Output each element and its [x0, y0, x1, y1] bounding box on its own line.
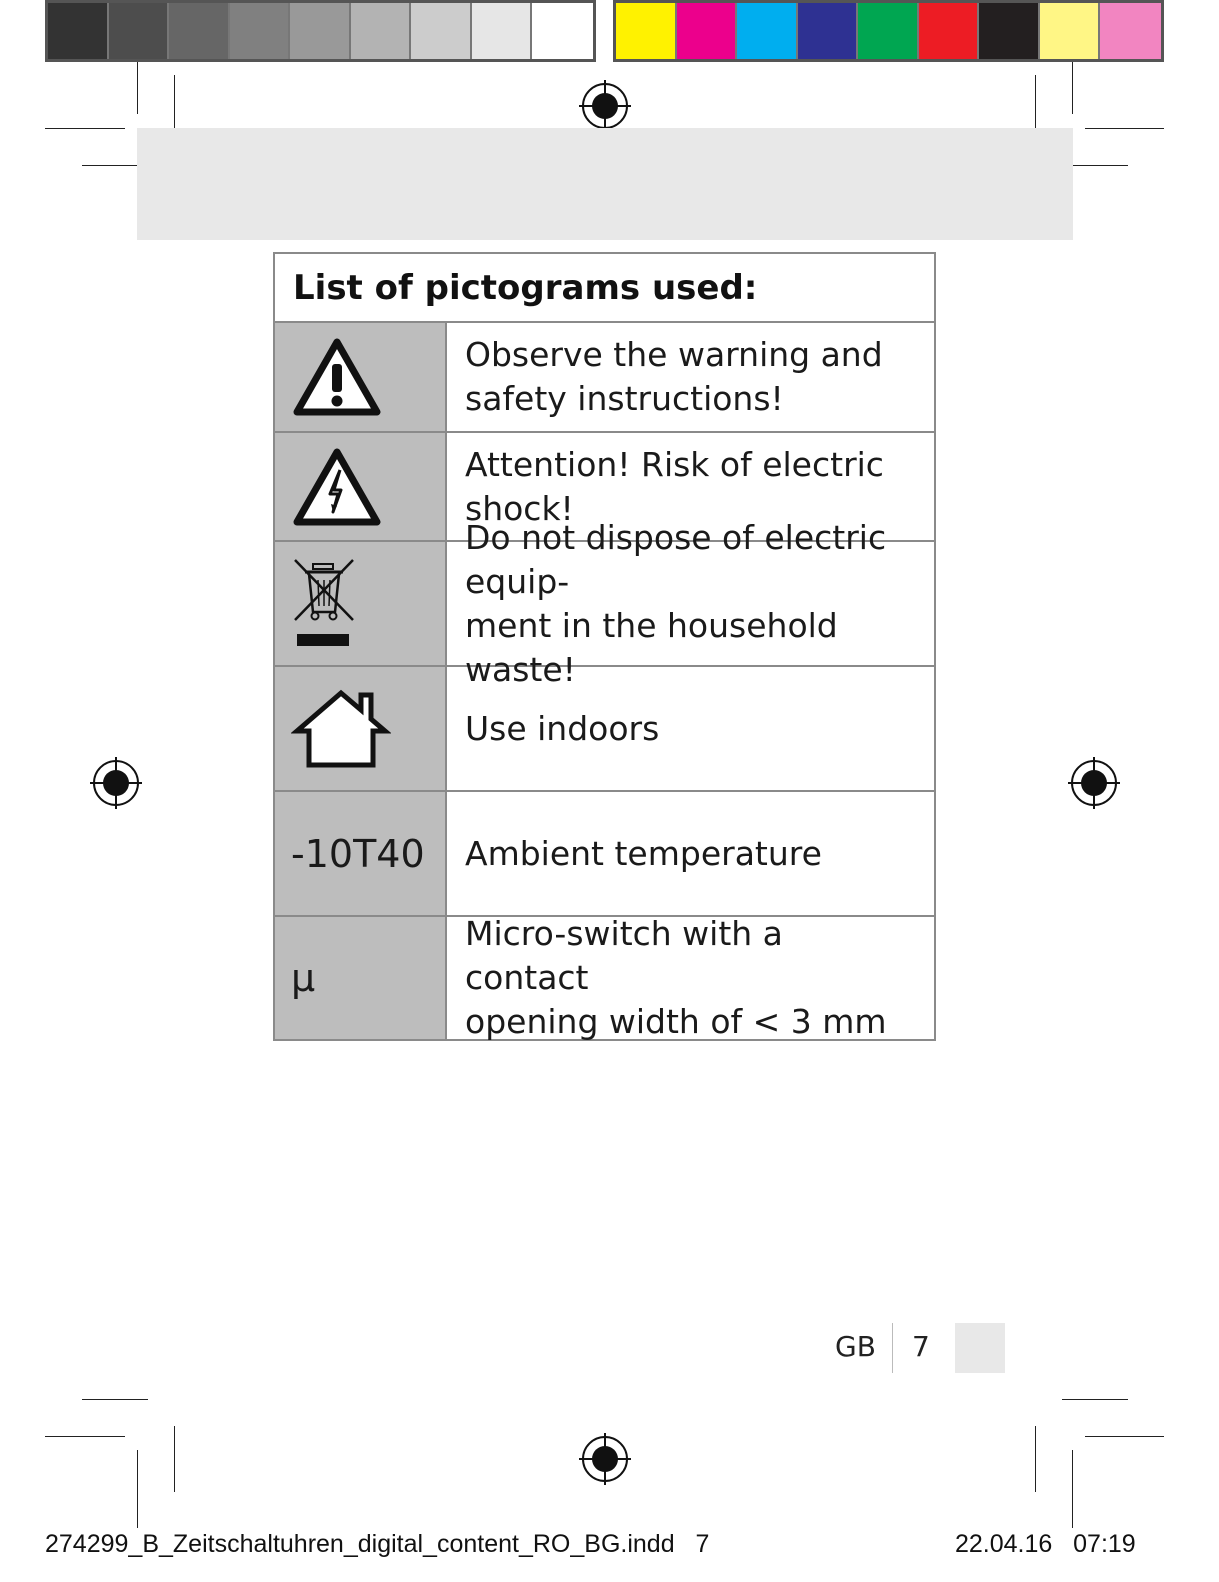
color-swatch: [411, 3, 472, 59]
crop-mark: [45, 1436, 125, 1437]
table-row: [275, 667, 934, 792]
house-icon: [291, 687, 391, 771]
color-swatch: [290, 3, 351, 59]
table-row: [275, 517, 934, 689]
crop-mark: [82, 1399, 148, 1400]
crop-mark: [1085, 1436, 1164, 1437]
color-swatch: [351, 3, 412, 59]
crop-mark: [1062, 1399, 1128, 1400]
color-swatch: [737, 3, 798, 59]
color-swatch: [858, 3, 919, 59]
slug-filename: 274299_B_Zeitschaltuhren_digital_content_RO_BG.indd 7: [45, 1530, 710, 1558]
pictogram-table: [273, 252, 936, 1041]
color-swatch: [677, 3, 738, 59]
footer-divider: [892, 1323, 893, 1373]
color-swatch: [472, 3, 533, 59]
warning-triangle-icon: [291, 336, 383, 418]
page-number: 7: [912, 1330, 930, 1363]
row-text: Micro-switch with a contact opening width of < 3 mm: [465, 914, 887, 1041]
crop-mark: [1072, 1450, 1073, 1528]
page-tab: [955, 1323, 1005, 1373]
row-text: Attention! Risk of electric shock!: [465, 444, 884, 528]
crop-mark: [137, 1450, 138, 1528]
color-swatch: [230, 3, 291, 59]
header-band: [137, 128, 1073, 240]
color-swatch: [979, 3, 1040, 59]
table-row: [275, 323, 934, 433]
row-text: Observe the warning and safety instructions!: [465, 335, 883, 418]
table-title: List of pictograms used:: [275, 254, 934, 323]
crop-mark: [1035, 1426, 1036, 1492]
gray-color-bar: [45, 0, 596, 62]
row-text: Ambient temperature: [465, 833, 822, 873]
language-label: GB: [835, 1330, 876, 1363]
row-text: Do not dispose of electric equip- ment in the household waste!: [465, 517, 887, 689]
color-swatch: [616, 3, 677, 59]
color-swatch: [919, 3, 980, 59]
color-swatch: [1040, 3, 1101, 59]
slug-date: 22.04.16 07:19: [955, 1530, 1136, 1558]
process-color-bar: [613, 0, 1164, 62]
registration-mark-icon: [90, 757, 142, 809]
color-swatch: [798, 3, 859, 59]
color-swatch: [109, 3, 170, 59]
crop-mark: [45, 128, 125, 129]
crop-mark: [174, 1426, 175, 1492]
color-swatch: [532, 3, 593, 59]
micro-switch-symbol: μ: [291, 956, 316, 1000]
color-swatch: [1100, 3, 1161, 59]
crop-mark: [137, 62, 138, 114]
registration-mark-icon: [1068, 757, 1120, 809]
row-text: Use indoors: [465, 708, 660, 748]
registration-mark-icon: [579, 80, 631, 132]
color-swatch: [48, 3, 109, 59]
crossed-bin-icon: [291, 556, 361, 652]
registration-mark-icon: [579, 1433, 631, 1485]
color-swatch: [169, 3, 230, 59]
crop-mark: [1085, 128, 1164, 129]
crop-mark: [1072, 62, 1073, 114]
table-row: [275, 914, 934, 1041]
table-row: [275, 792, 934, 917]
electric-shock-icon: [291, 446, 383, 528]
temperature-symbol: -10T40: [291, 831, 425, 876]
